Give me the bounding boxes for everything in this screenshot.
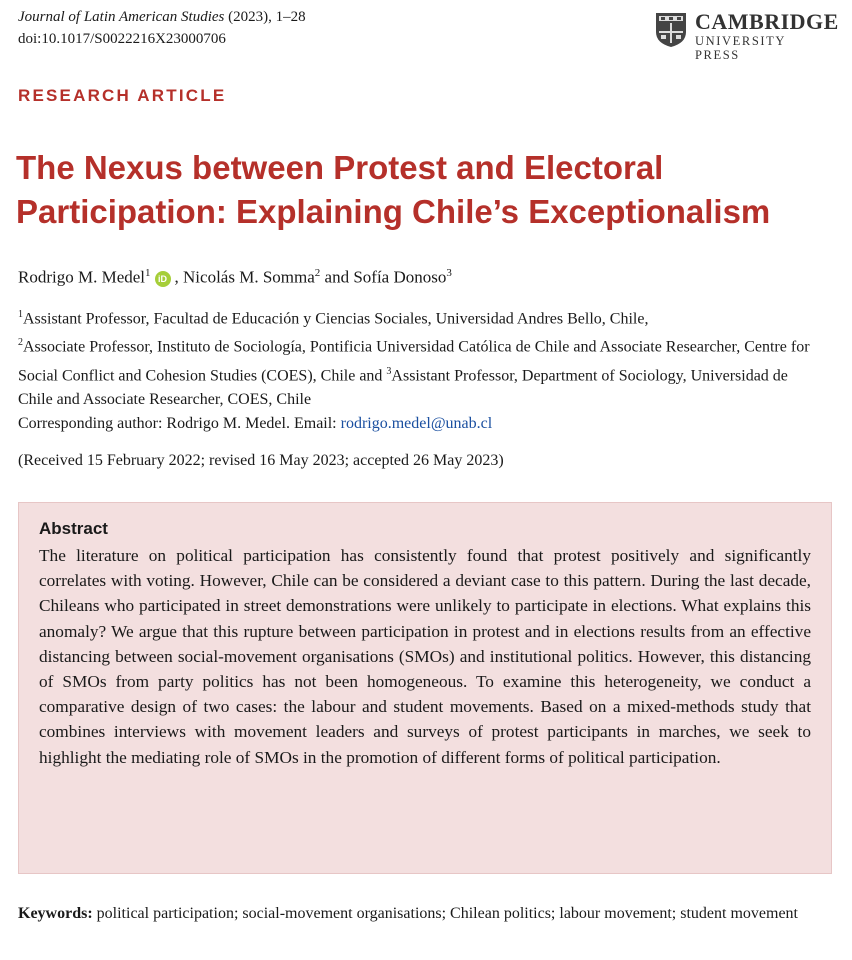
keywords-label: Keywords: [18,905,93,922]
author-list [18,261,452,290]
author-name[interactable]: Sofía Donoso [353,267,447,287]
keywords-text: political participation; social-movement organisations; Chilean politics; labour movement; student movement [92,905,798,922]
affiliation-3: Assistant Professor, Department of Sociology, Universidad de Chile and Associate Researcher, COES, Chile [18,366,788,408]
separator: and [320,267,354,287]
author-sup: 3 [446,267,452,279]
publisher-subname: UNIVERSITY PRESS [695,34,786,62]
author-name[interactable]: Rodrigo M. Medel [18,267,146,287]
article-type: RESEARCH ARTICLE [18,86,227,105]
author-name[interactable]: Nicolás M. Somma [183,267,315,287]
orcid-icon[interactable]: iD [155,271,171,287]
affiliation-1: Assistant Professor, Facultad de Educación y Ciencias Sociales, Universidad Andres Bello, Chile, [23,310,649,328]
email-link[interactable]: rodrigo.medel@unab.cl [340,414,493,432]
author-sup: 1 [145,267,151,279]
affiliation-sup: 3 [386,365,392,377]
separator: , [174,267,184,287]
abstract-heading: Abstract [39,519,108,538]
article-title: The Nexus between Protest and Electoral Participation: Explaining Chile’s Exceptionalism [16,149,771,230]
doi: doi:10.1017/S0022216X23000706 [18,31,226,47]
journal-citation [18,6,306,28]
keywords [18,902,818,925]
affiliation-sup: 2 [18,337,23,349]
journal-meta: (2023), 1–28 [224,9,306,25]
publisher-name: CAMBRIDGE [695,9,839,34]
received-dates: (Received 15 February 2022; revised 16 May 2023; accepted 26 May 2023) [18,452,504,469]
cambridge-shield-icon [655,12,687,48]
author-sup: 2 [314,267,321,279]
affiliation-2: Associate Professor, Instituto de Sociología, Pontificia Universidad Católica de Chile and Associate Researcher, Centre for Social Conflict and Cohesion Studies (COES), Chile and [18,338,810,384]
abstract-text: The literature on political participation has consistently found that protest positively and significantly correlates with voting. However, Chile can be considered a deviant case to this pattern. During the last decade, Chileans who participated in street demonstrations were unlikely to participate in elections. What explains this anomaly? We argue that this rupture between participation in protest and in elections results from an effective distancing between social-movement organisations (SMOs) and institutional politics. However, this distancing of SMOs from party politics has not been homogeneous. To examine this heterogeneity, we conduct a comparative design of two cases: the labour and student movements. Based on a mixed-methods study that combines interviews with movement leaders and surveys of protest participants in marches, we seek to highlight the mediating role of SMOs in the promotion of different forms of political participation. [39,546,811,767]
publisher-logo [655,9,839,62]
corresponding-author: Corresponding author: Rodrigo M. Medel. Email: [18,414,341,432]
abstract-box [18,502,832,874]
journal-name: Journal of Latin American Studies [18,9,225,25]
affiliations [18,303,818,436]
affiliation-sup: 1 [18,309,23,320]
